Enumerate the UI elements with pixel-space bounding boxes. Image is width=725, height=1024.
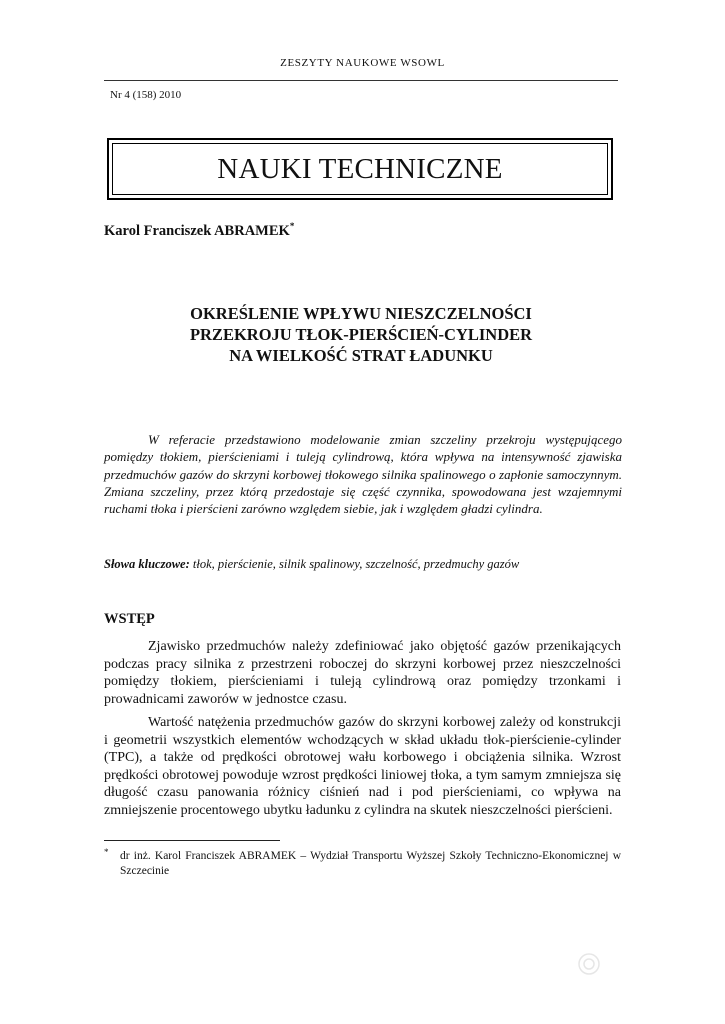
keywords-list: tłok, pierścienie, silnik spalinowy, szczelność, przedmuchy gazów: [192, 557, 520, 571]
header-rule: [104, 80, 618, 81]
section-title: NAUKI TECHNICZNE: [112, 143, 608, 195]
article-title: [104, 303, 618, 366]
footnote-text: dr inż. Karol Franciszek ABRAMEK – Wydział Transportu Wyższej Szkoły Techniczno-Ekonomicznej w Szczecinie: [120, 850, 621, 877]
footnote-rule: [104, 840, 280, 841]
abstract: W referacie przedstawiono modelowanie zmian szczeliny przekroju występującego pomiędzy tłokiem, pierścieniami i tuleją cylindrową, która wpływa na intensywność zjawiska przedmuchów gazów do skrzyni korbowej tłokowego silnika spalinowego o zapłonie samoczynnym. Zmiana szczeliny, przez którą przedostaje się część czynnika, spowodowana jest wzajemnymi ruchami tłoka i pierścieni zarówno względem siebie, jak i względem gładzi cylindra.: [104, 432, 622, 517]
keywords-label: Słowa kluczowe:: [104, 557, 190, 571]
article-title-line: OKREŚLENIE WPŁYWU NIESZCZELNOŚCI: [190, 304, 532, 323]
footnote-marker: *: [104, 847, 109, 857]
author-name: Karol Franciszek ABRAMEK: [104, 222, 290, 239]
watermark-icon: [577, 952, 601, 976]
author-footnote-marker[interactable]: *: [289, 221, 295, 231]
issue-number: Nr 4 (158) 2010: [110, 89, 182, 101]
author-line: [104, 221, 294, 240]
running-head: ZESZYTY NAUKOWE WSOWL: [280, 57, 445, 69]
body-paragraph: Wartość natężenia przedmuchów gazów do skrzyni korbowej zależy od konstrukcji i geometrii wszystkich elementów wchodzących w skład układu tłok-pierścienie-cylinder (TPC), a także od prędkości obrotowej wału korbowego i obciążenia silnika. Wzrost prędkości obrotowej powoduje wzrost prędkości liniowej tłoka, a tym samym zmniejsza się długość czasu panowania różnicy ciśnień nad i pod pierścieniami, co wpływa na zmniejszenie procentowego ubytku ładunku z cylindra na skutek nieszczelności pierścieni.: [104, 715, 621, 818]
section-title-box: [107, 138, 613, 200]
body-paragraph: Zjawisko przedmuchów należy zdefiniować jako objętość gazów przenikających podczas pracy silnika z przestrzeni roboczej do skrzyni korbowej przez nieszczelności pomiędzy tłokiem, pierścieniami i tuleją cylindrową oraz pomiędzy trzonkami i prowadnicami zaworów w jednostce czasu.: [104, 639, 621, 707]
section-heading-intro: WSTĘP: [104, 611, 155, 627]
article-title-line: PRZEKROJU TŁOK-PIERŚCIEŃ-CYLINDER: [189, 325, 533, 344]
keywords: [104, 557, 622, 572]
article-title-line: NA WIELKOŚĆ STRAT ŁADUNKU: [229, 346, 493, 365]
